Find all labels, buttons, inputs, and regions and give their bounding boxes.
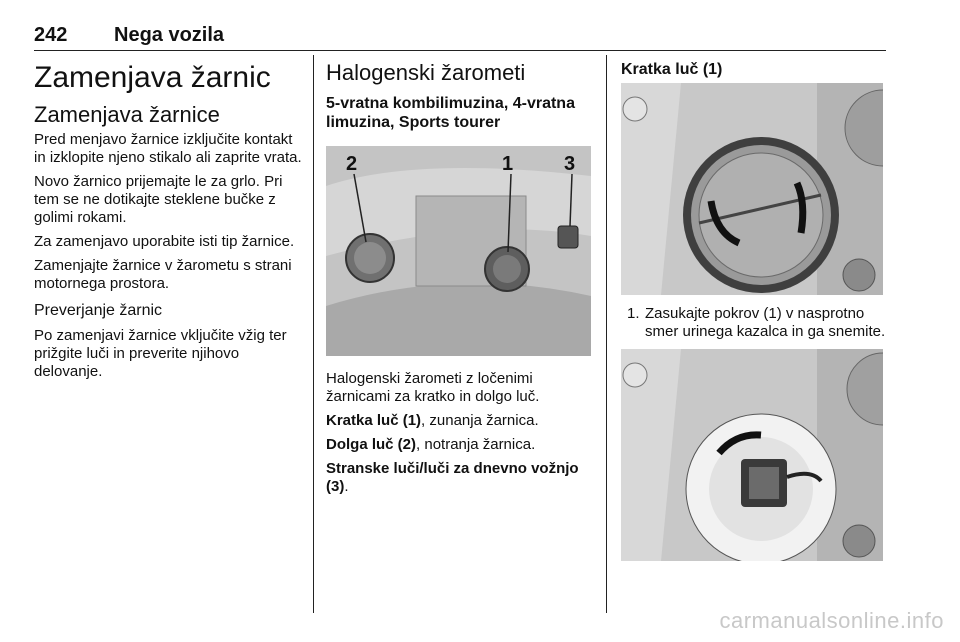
middle-column bbox=[326, 60, 594, 502]
paragraph: Pred menjavo žarnice izključite kontakt in izklopite njeno stikalo ali zaprite vrata. bbox=[34, 131, 302, 166]
paragraph: Novo žarnico prijemajte le za grlo. Pri tem se ne dotikajte steklene bučke z golimi rokami. bbox=[34, 173, 283, 226]
chapter-title: Nega vozila bbox=[114, 24, 225, 46]
paragraph: Halogenski žarometi z ločenimi žarnicami za kratko in dolgo luč. bbox=[326, 370, 540, 405]
page-header bbox=[34, 22, 886, 51]
column-divider bbox=[313, 55, 314, 613]
bulb-connector-figure bbox=[621, 349, 883, 561]
section-title: Halogenski žarometi bbox=[326, 60, 526, 85]
item-text: , notranja žarnica. bbox=[416, 436, 536, 453]
figure-label: 3 bbox=[564, 153, 576, 175]
item-label: Stranske luči/luči za dnevno vožnjo (3) bbox=[326, 460, 579, 495]
item-text: , zunanja žarnica. bbox=[421, 412, 539, 429]
instruction-step bbox=[621, 305, 886, 341]
section-title: Kratka luč (1) bbox=[621, 61, 723, 78]
watermark: carmanualsonline.info bbox=[719, 608, 944, 633]
section-title: Zamenjava žarnic bbox=[34, 61, 271, 94]
item bbox=[326, 436, 594, 454]
column-divider bbox=[606, 55, 607, 613]
step-text: Zasukajte pokrov (1) v nasprotno smer urinega kazalca in ga snemite. bbox=[645, 305, 886, 340]
subsection-title: Preverjanje žarnic bbox=[34, 302, 163, 319]
item bbox=[326, 460, 594, 496]
low-beam-cover-figure bbox=[621, 83, 883, 295]
step-number: 1. bbox=[627, 305, 640, 322]
item bbox=[326, 412, 594, 430]
paragraph: Po zamenjavi žarnice vključite vžig ter prižgite luči in preverite njihovo delovanje. bbox=[34, 327, 287, 380]
item-label: Dolga luč (2) bbox=[326, 436, 417, 453]
section-subtitle: 5-vratna kombilimuzina, 4-vratna limuzina, Sports tourer bbox=[326, 95, 575, 131]
paragraph: Za zamenjavo uporabite isti tip žarnice. bbox=[34, 233, 295, 250]
headlamp-rear-figure bbox=[326, 146, 591, 356]
figure-label: 1 bbox=[502, 153, 514, 175]
right-column bbox=[621, 60, 886, 561]
page-number: 242 bbox=[34, 24, 68, 46]
item-text: . bbox=[344, 478, 349, 495]
left-column bbox=[34, 60, 304, 387]
figure-label: 2 bbox=[346, 153, 358, 175]
paragraph: Zamenjajte žarnice v žarometu s strani motornega prostora. bbox=[34, 257, 292, 292]
item-label: Kratka luč (1) bbox=[326, 412, 422, 429]
section-subtitle: Zamenjava žarnice bbox=[34, 102, 220, 127]
